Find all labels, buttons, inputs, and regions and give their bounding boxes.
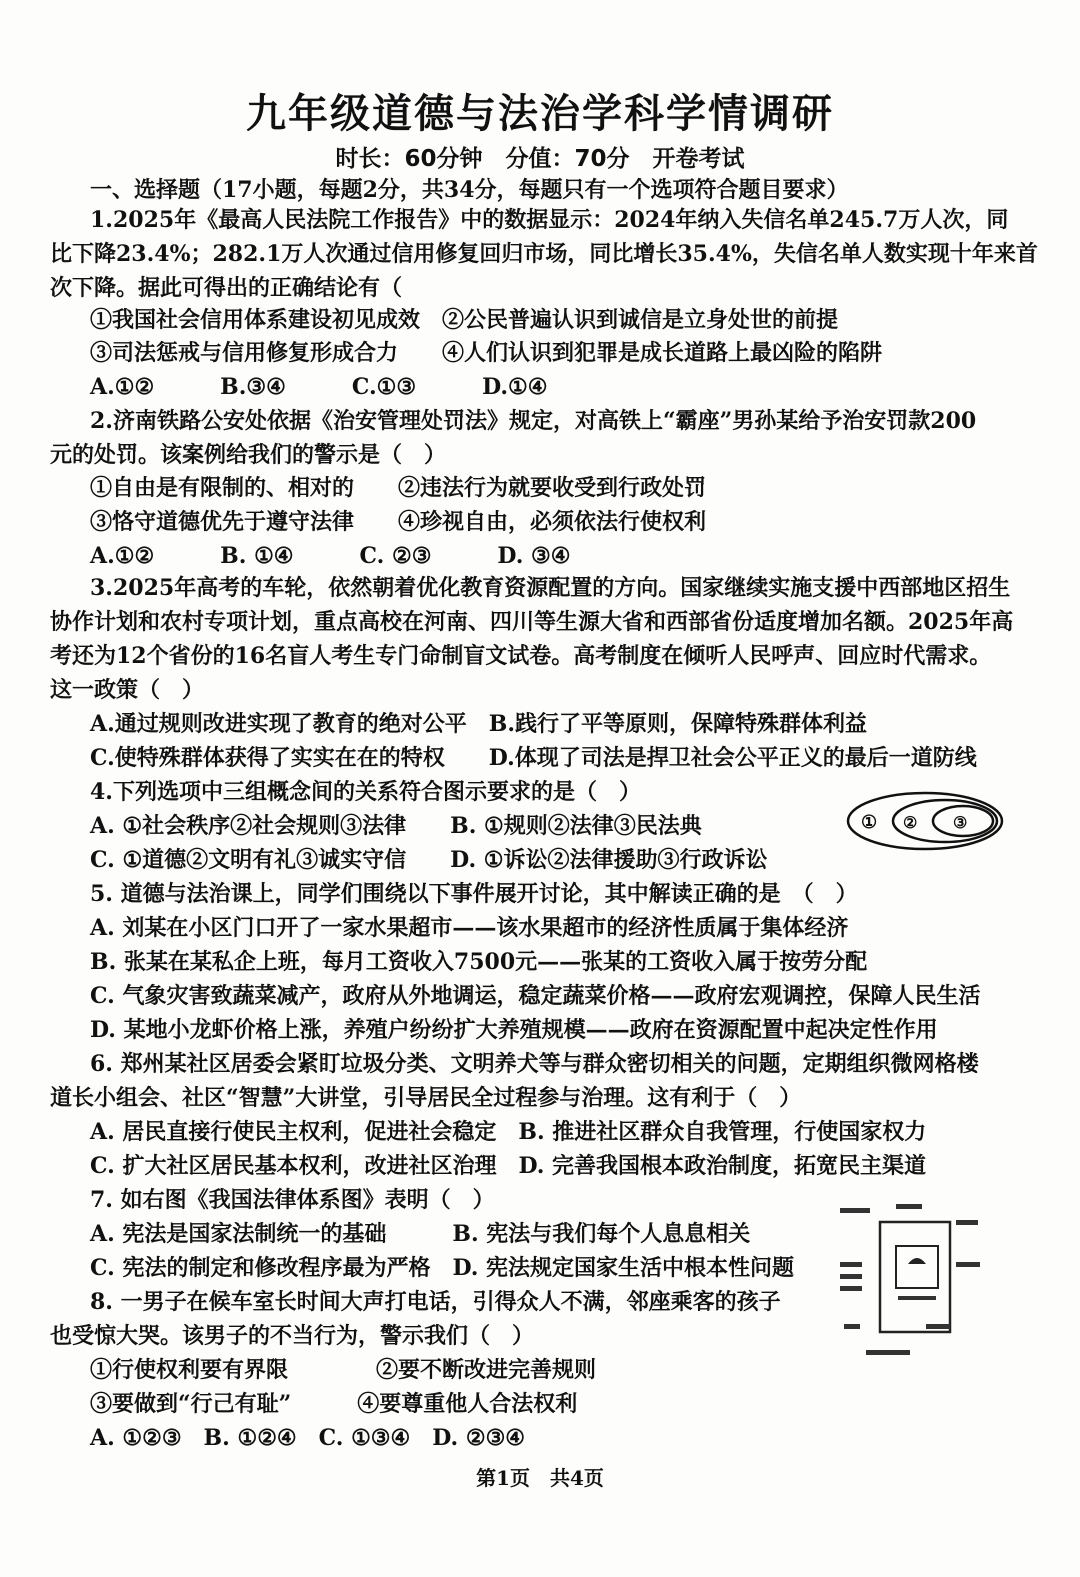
exam-info: 时长：60分钟 分值：70分 开卷考试 bbox=[335, 146, 745, 172]
text-line: 4.下列选项中三组概念间的关系符合图示要求的是（ ） bbox=[90, 779, 641, 805]
text-line: 3.2025年高考的车轮，依然朝着优化教育资源配置的方向。国家继续实施支援中西部地区招生 bbox=[90, 575, 1011, 601]
emblem-icon bbox=[908, 1258, 926, 1264]
page-title: 九年级道德与法治学科学情调研 bbox=[246, 91, 834, 137]
text-line: 8. 一男子在候车室长时间大声打电话，引得众人不满，邻座乘客的孩子 bbox=[90, 1289, 781, 1315]
text-line: 6. 郑州某社区居委会紧盯垃圾分类、文明养犬等与群众密切相关的问题，定期组织微网格楼 bbox=[90, 1051, 979, 1077]
answer-options: C. 气象灾害致蔬菜减产，政府从外地调运，稳定蔬菜价格——政府宏观调控，保障人民生活 bbox=[90, 983, 981, 1009]
text-line: 7. 如右图《我国法律体系图》表明（ ） bbox=[90, 1187, 495, 1213]
answer-options: A. 刘某在小区门口开了一家水果超市——该水果超市的经济性质属于集体经济 bbox=[90, 915, 849, 941]
text-line: 考还为12个省份的16名盲人考生专门命制盲文试卷。高考制度在倾听人民呼声、回应时代需求。 bbox=[50, 643, 992, 669]
text-line: ①我国社会信用体系建设初见成效 ②公民普遍认识到诚信是立身处世的前提 bbox=[90, 307, 839, 333]
ellipse-label-2: ② bbox=[903, 813, 918, 832]
answer-options: A. ①社会秩序②社会规则③法律 B. ①规则②法律③民法典 bbox=[90, 813, 702, 839]
constitution-box bbox=[896, 1246, 938, 1288]
text-line: 这一政策（ ） bbox=[50, 677, 205, 703]
text-line: 次下降。据此可得出的正确结论有（ bbox=[50, 275, 403, 301]
text-line: 2.济南铁路公安处依据《治安管理处罚法》规定，对高铁上“霸座”男孙某给予治安罚款200 bbox=[90, 408, 977, 434]
nested-ellipse-diagram bbox=[845, 790, 1005, 852]
answer-options: C. 宪法的制定和修改程序最为严格 D. 宪法规定国家生活中根本性问题 bbox=[90, 1255, 795, 1281]
answer-options: A.①② B. ①④ C. ②③ D. ③④ bbox=[90, 543, 571, 569]
text-line: 也受惊大哭。该男子的不当行为，警示我们（ ） bbox=[50, 1323, 535, 1349]
answer-options: C.使特殊群体获得了实实在在的特权 D.体现了司法是捍卫社会公平正义的最后一道防线 bbox=[90, 745, 977, 771]
text-line: ③要做到“行己有耻” ④要尊重他人合法权利 bbox=[90, 1391, 578, 1417]
text-line: 元的处罚。该案例给我们的警示是（ ） bbox=[50, 442, 447, 468]
legal-system-diagram bbox=[838, 1202, 988, 1362]
text-line: 协作计划和农村专项计划，重点高校在河南、四川等生源大省和西部省份适度增加名额。2025年高 bbox=[50, 609, 1014, 635]
section-heading: 一、选择题（17小题，每题2分，共34分，每题只有一个选项符合题目要求） bbox=[90, 177, 849, 203]
text-line: ①自由是有限制的、相对的 ②违法行为就要收受到行政处罚 bbox=[90, 475, 707, 501]
text-line: ③恪守道德优先于遵守法律 ④珍视自由，必须依法行使权利 bbox=[90, 509, 707, 535]
answer-options: D. 某地小龙虾价格上涨，养殖户纷纷扩大养殖规模——政府在资源配置中起决定性作用 bbox=[90, 1017, 938, 1043]
text-line: 比下降23.4%；282.1万人次通过信用修复回归市场，同比增长35.4%，失信名单人数实现十年来首 bbox=[50, 241, 1038, 267]
answer-options: C. 扩大社区居民基本权利，改进社区治理 D. 完善我国根本政治制度，拓宽民主渠道 bbox=[90, 1153, 927, 1179]
answer-options: A.通过规则改进实现了教育的绝对公平 B.践行了平等原则，保障特殊群体利益 bbox=[90, 711, 867, 737]
answer-options: A.①② B.③④ C.①③ D.①④ bbox=[90, 374, 548, 400]
answer-options: B. 张某在某私企上班，每月工资收入7500元——张某的工资收入属于按劳分配 bbox=[90, 949, 868, 975]
text-line: ③司法惩戒与信用修复形成合力 ④人们认识到犯罪是成长道路上最凶险的陷阱 bbox=[90, 340, 883, 366]
diagram-frame bbox=[880, 1222, 950, 1332]
ellipse-label-3: ③ bbox=[953, 813, 968, 832]
page-footer: 第1页 共4页 bbox=[476, 1466, 604, 1490]
answer-options: A. ①②③ B. ①②④ C. ①③④ D. ②③④ bbox=[90, 1425, 526, 1451]
ellipse-label-1: ① bbox=[861, 812, 878, 833]
text-line: 道长小组会、社区“智慧”大讲堂，引导居民全过程参与治理。这有利于（ ） bbox=[50, 1085, 802, 1111]
answer-options: A. 宪法是国家法制统一的基础 B. 宪法与我们每个人息息相关 bbox=[90, 1221, 751, 1247]
text-line: 5. 道德与法治课上，同学们围绕以下事件展开讨论，其中解读正确的是 （ ） bbox=[90, 881, 858, 907]
text-line: ①行使权利要有界限 ②要不断改进完善规则 bbox=[90, 1357, 597, 1383]
text-line: 1.2025年《最高人民法院工作报告》中的数据显示：2024年纳入失信名单245.7万人次，同 bbox=[90, 207, 1009, 233]
answer-options: A. 居民直接行使民主权利，促进社会稳定 B. 推进社区群众自我管理，行使国家权力 bbox=[90, 1119, 927, 1145]
answer-options: C. ①道德②文明有礼③诚实守信 D. ①诉讼②法律援助③行政诉讼 bbox=[90, 847, 768, 873]
